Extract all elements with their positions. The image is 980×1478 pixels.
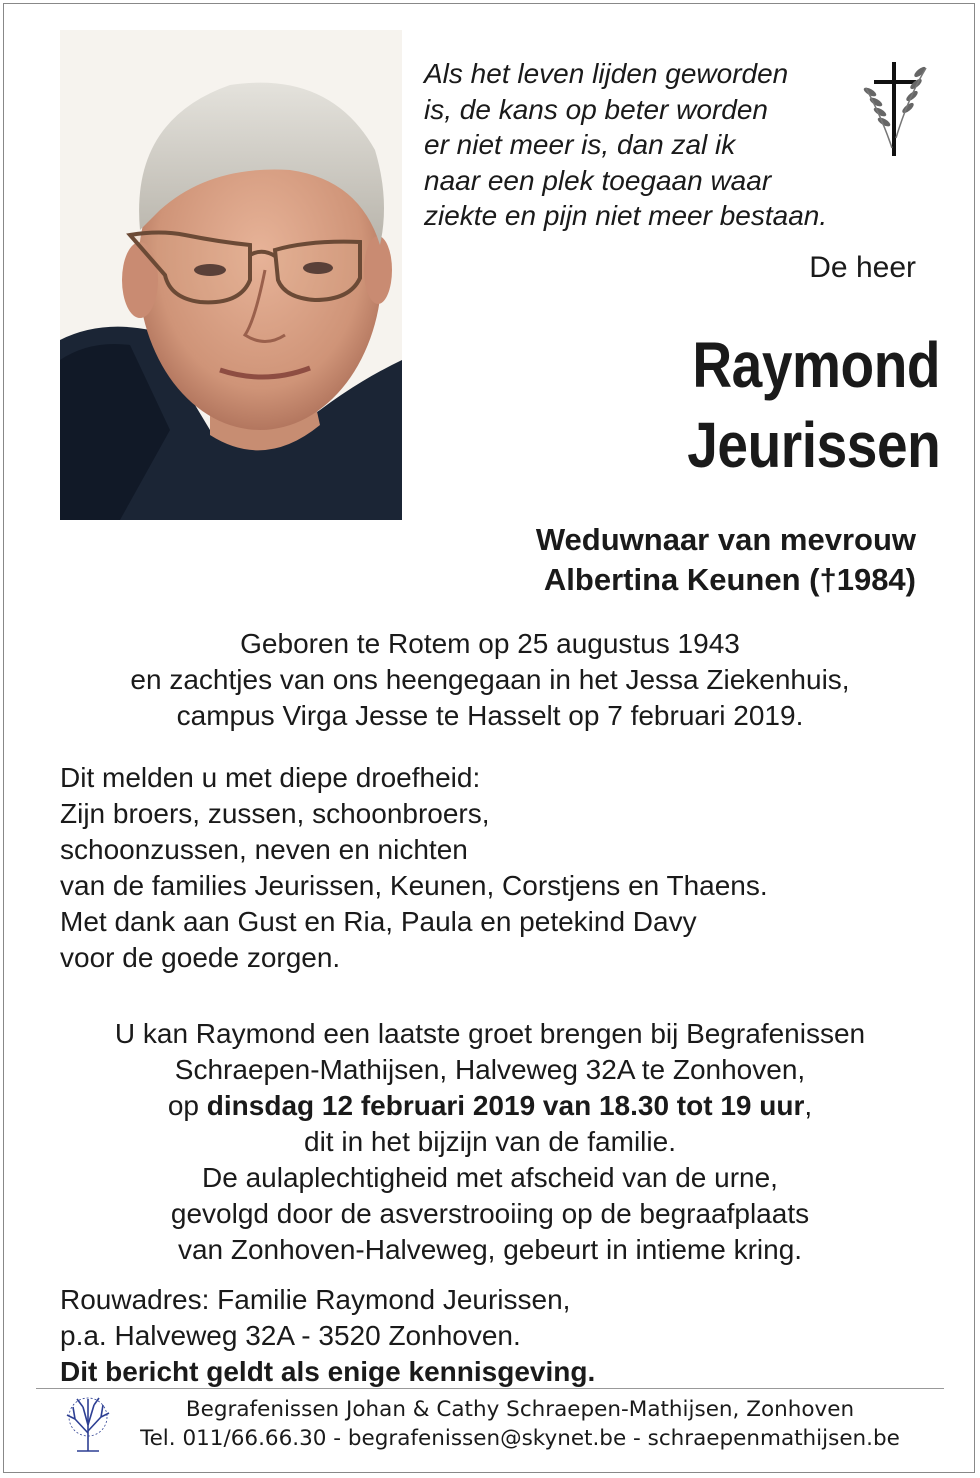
birth-line: Geboren te Rotem op 25 augustus 1943: [240, 628, 740, 659]
mourning-address: [60, 1282, 595, 1390]
visit-line: van Zonhoven-Halveweg, gebeurt in intieme kring.: [177, 1234, 803, 1265]
visit-date: dinsdag 12 februari 2019 van 18.30 tot 19 uur: [206, 1090, 805, 1121]
birth-death-info: [0, 626, 980, 734]
announce-line: Dit melden u met diepe droefheid:: [60, 762, 481, 793]
announce-line: schoonzussen, neven en nichten: [60, 834, 468, 865]
poem-line: is, de kans op beter worden: [424, 93, 768, 125]
visitation-info: [0, 1016, 980, 1268]
funeral-home-name: Begrafenissen Johan & Cathy Schraepen-Mathijsen, Zonhoven: [185, 1397, 855, 1422]
poem-line: ziekte en pijn niet meer bestaan.: [424, 200, 828, 231]
visit-post: ,: [804, 1090, 813, 1121]
tree-logo-icon: [63, 1395, 113, 1453]
poem-line: naar een plek toegaan waar: [424, 164, 772, 196]
visit-line: dit in het bijzijn van de familie.: [304, 1126, 676, 1157]
announce-line: Zijn broers, zussen, schoonbroers,: [60, 798, 490, 829]
footer-divider: [36, 1388, 944, 1389]
poem: [424, 56, 864, 234]
visit-line: gevolgd door de asverstrooiing op de begraafplaats: [170, 1198, 810, 1229]
deceased-last-name: Jeurissen: [686, 409, 940, 481]
deceased-first-name: Raymond: [692, 329, 940, 401]
widower-of: [536, 520, 916, 600]
sole-notice: Dit bericht geldt als enige kennisgeving.: [60, 1356, 596, 1387]
honorific: De heer: [809, 251, 916, 284]
funeral-home-contact: Tel. 011/66.66.30 - begrafenissen@skynet.be - schraepenmathijsen.be: [140, 1426, 900, 1451]
address-line: Rouwadres: Familie Raymond Jeurissen,: [60, 1284, 571, 1315]
announce-line: voor de goede zorgen.: [60, 942, 341, 973]
birth-line: en zachtjes van ons heengegaan in het Jessa Ziekenhuis,: [130, 664, 850, 695]
address-line: p.a. Halveweg 32A - 3520 Zonhoven.: [60, 1320, 521, 1351]
announce-line: van de families Jeurissen, Keunen, Corstjens en Thaens.: [60, 870, 768, 901]
widow-line: Weduwnaar van mevrouw: [535, 522, 916, 557]
visit-line: U kan Raymond een laatste groet brengen bij Begrafenissen: [114, 1018, 866, 1049]
widow-line: Albertina Keunen (†1984): [543, 562, 916, 597]
poem-line: Als het leven lijden geworden: [424, 58, 789, 89]
visit-line-date: [0, 1088, 980, 1124]
birth-line: campus Virga Jesse te Hasselt op 7 februari 2019.: [176, 700, 804, 731]
announce-line: Met dank aan Gust en Ria, Paula en petekind Davy: [60, 906, 697, 937]
visit-pre: op: [167, 1090, 207, 1121]
visit-line: Schraepen-Mathijsen, Halveweg 32A te Zonhoven,: [174, 1054, 806, 1085]
cross-with-wheat-icon: [852, 58, 934, 160]
visit-line: De aulaplechtigheid met afscheid van de urne,: [202, 1162, 778, 1193]
portrait-photo: [60, 30, 402, 520]
poem-line: er niet meer is, dan zal ik: [424, 129, 736, 160]
announcement: [60, 760, 768, 976]
